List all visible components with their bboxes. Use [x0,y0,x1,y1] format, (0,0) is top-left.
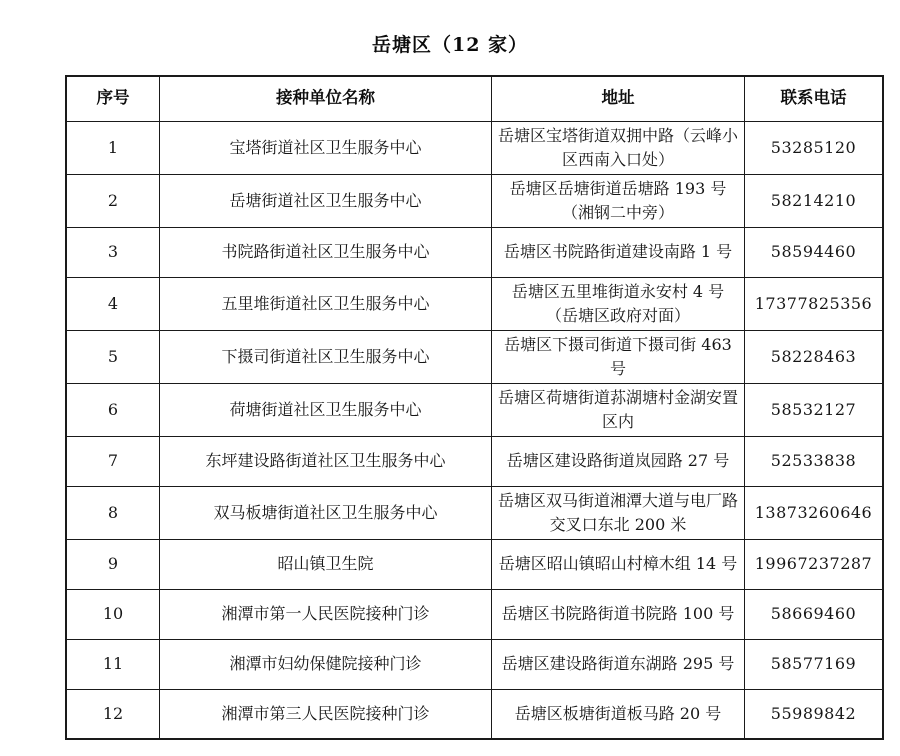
cell-address: 岳塘区五里堆街道永安村 4 号（岳塘区政府对面） [492,277,745,330]
cell-phone: 17377825356 [745,277,884,330]
cell-phone: 58532127 [745,383,884,436]
cell-index: 8 [66,486,160,539]
cell-phone: 58228463 [745,330,884,383]
cell-index: 2 [66,174,160,227]
page-title: 岳塘区（12 家） [371,34,529,56]
table-row [66,589,883,639]
cell-address: 岳塘区荷塘街道荪湖塘村金湖安置区内 [492,383,745,436]
cell-address: 岳塘区书院路街道建设南路 1 号 [492,227,745,277]
cell-name: 昭山镇卫生院 [160,539,492,589]
cell-name: 岳塘街道社区卫生服务中心 [160,174,492,227]
cell-name: 五里堆街道社区卫生服务中心 [160,277,492,330]
table-row [66,639,883,689]
cell-name: 荷塘街道社区卫生服务中心 [160,383,492,436]
cell-index: 5 [66,330,160,383]
table-row [66,383,883,436]
cell-index: 7 [66,436,160,486]
cell-address: 岳塘区建设路街道岚园路 27 号 [492,436,745,486]
cell-name: 湘潭市妇幼保健院接种门诊 [160,639,492,689]
cell-name: 双马板塘街道社区卫生服务中心 [160,486,492,539]
cell-phone: 19967237287 [745,539,884,589]
table-body [66,121,883,739]
table-row [66,330,883,383]
cell-phone: 55989842 [745,689,884,739]
table-row [66,121,883,174]
vaccination-units-table [65,75,884,740]
cell-phone: 13873260646 [745,486,884,539]
cell-index: 6 [66,383,160,436]
cell-phone: 58594460 [745,227,884,277]
cell-name: 下摄司街道社区卫生服务中心 [160,330,492,383]
cell-phone: 58214210 [745,174,884,227]
cell-address: 岳塘区板塘街道板马路 20 号 [492,689,745,739]
table-row [66,174,883,227]
cell-address: 岳塘区昭山镇昭山村樟木组 14 号 [492,539,745,589]
cell-phone: 52533838 [745,436,884,486]
cell-index: 3 [66,227,160,277]
cell-address: 岳塘区岳塘街道岳塘路 193 号（湘钢二中旁） [492,174,745,227]
header-cell-index: 序号 [66,76,160,121]
cell-name: 湘潭市第三人民医院接种门诊 [160,689,492,739]
cell-index: 12 [66,689,160,739]
cell-index: 1 [66,121,160,174]
cell-address: 岳塘区书院路街道书院路 100 号 [492,589,745,639]
header-cell-name: 接种单位名称 [160,76,492,121]
header-cell-phone: 联系电话 [745,76,884,121]
table-row [66,227,883,277]
cell-index: 11 [66,639,160,689]
cell-address: 岳塘区宝塔街道双拥中路（云峰小区西南入口处） [492,121,745,174]
table-row [66,689,883,739]
cell-index: 9 [66,539,160,589]
cell-phone: 58577169 [745,639,884,689]
cell-name: 湘潭市第一人民医院接种门诊 [160,589,492,639]
table-row [66,486,883,539]
cell-name: 东坪建设路街道社区卫生服务中心 [160,436,492,486]
cell-address: 岳塘区下摄司街道下摄司街 463 号 [492,330,745,383]
cell-index: 4 [66,277,160,330]
cell-name: 书院路街道社区卫生服务中心 [160,227,492,277]
table-row [66,539,883,589]
table-header-row [66,76,883,121]
table-head [66,76,883,121]
cell-index: 10 [66,589,160,639]
cell-name: 宝塔街道社区卫生服务中心 [160,121,492,174]
header-cell-address: 地址 [492,76,745,121]
cell-address: 岳塘区双马街道湘潭大道与电厂路交叉口东北 200 米 [492,486,745,539]
cell-phone: 58669460 [745,589,884,639]
table-row [66,436,883,486]
cell-phone: 53285120 [745,121,884,174]
table-row [66,277,883,330]
cell-address: 岳塘区建设路街道东湖路 295 号 [492,639,745,689]
